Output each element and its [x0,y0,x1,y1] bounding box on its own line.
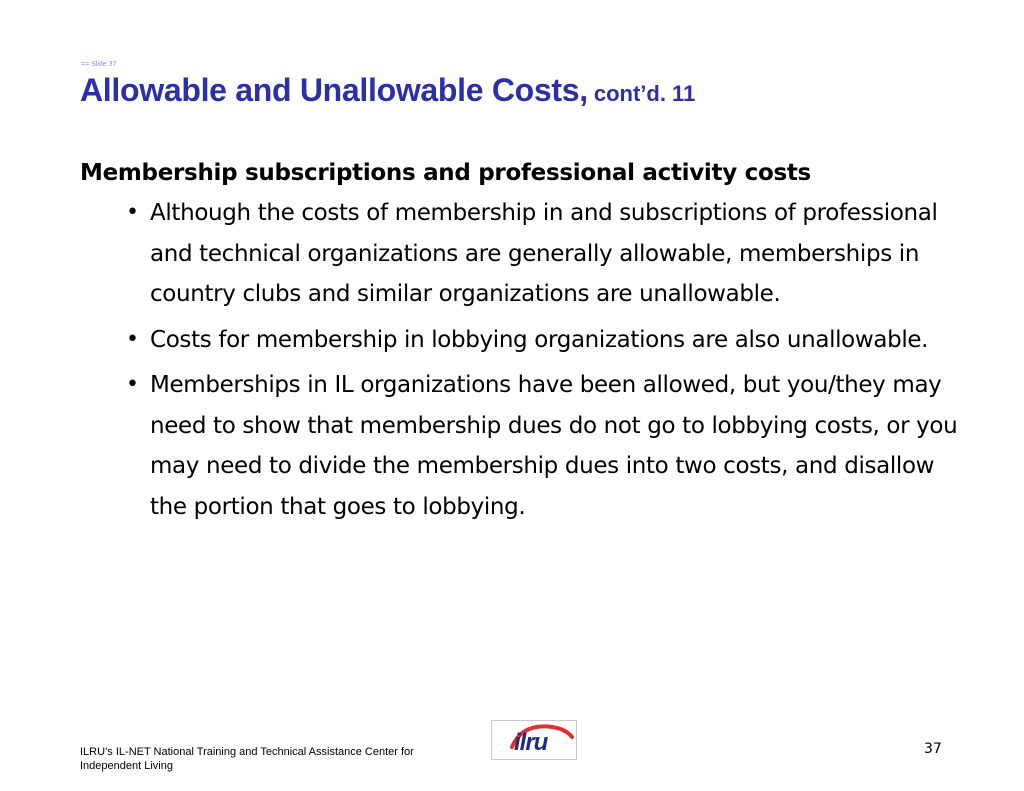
bullet-item [80,365,960,527]
bullet-item [80,320,960,361]
page-number: 37 [924,741,942,757]
ilru-logo [491,720,577,760]
slide-title [80,72,695,109]
bullet-icon: • [126,326,139,352]
footer-line-1: ILRU’s IL-NET National Training and Technical Assistance Center for [80,746,414,758]
bullet-list [80,193,960,527]
bullet-item [80,193,960,315]
bullet-text: Although the costs of membership in and subscriptions of professional and technical organizations are generally allowable, memberships in country clubs and similar organizations are unallowable. [150,200,938,307]
slide-content [80,153,960,532]
bullet-text: Costs for membership in lobbying organizations are also unallowable. [150,326,929,353]
title-suffix: cont’d. 11 [593,81,696,106]
footer-line-2: Independent Living [80,760,173,772]
slide-label: == Slide 37 [81,61,117,68]
logo-wordmark: ilru [514,729,548,756]
bullet-icon: • [126,372,139,397]
title-main: Allowable and Unallowable Costs, [80,72,588,108]
bullet-icon: • [126,200,139,225]
footer-org-text [80,745,480,773]
section-heading: Membership subscriptions and professional activity costs [80,160,811,186]
bullet-text: Memberships in IL organizations have been allowed, but you/they may need to show that membership dues do not go to lobbying costs, or you may need to divide the membership dues into two costs, and disallow the portion that goes to lobbying. [150,372,958,520]
